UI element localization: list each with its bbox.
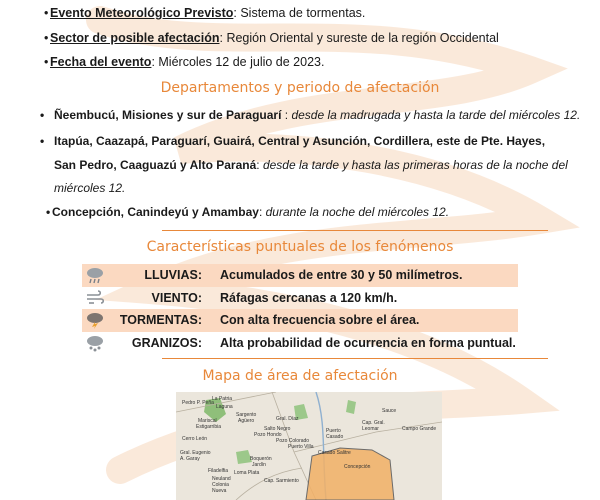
map-place-label: Puerto (326, 428, 341, 434)
dept-item-3: • Concepción, Canindeyú y Amambay: durante la noche del miércoles 12. (46, 205, 450, 219)
phenomenon-row-storm (82, 309, 518, 332)
date-label: Fecha del evento (50, 55, 152, 69)
map-place-label: Neuland (212, 476, 231, 482)
section-divider (162, 358, 548, 359)
map-place-label: Casado Salitre (318, 450, 351, 456)
date-row: • Fecha del evento: Miércoles 12 de julio de 2023. (44, 55, 325, 69)
dept-regions-line1: Itapúa, Caazapá, Paraguarí, Guairá, Central y Asunción, Cordillera, este de Pte. Hayes, (54, 134, 546, 148)
phenomenon-desc: Con alta frecuencia sobre el área. (220, 313, 420, 328)
map-place-label: Laguna (216, 404, 233, 410)
dept-regions: Concepción, Canindeyú y Amambay (52, 205, 259, 219)
map-place-label: Pedro P. Peña (182, 400, 214, 406)
map-place-label: Mariscal (198, 418, 217, 424)
date-value: Miércoles 12 de julio de 2023. (158, 55, 325, 69)
storm-cloud-icon (82, 311, 108, 329)
map-place-label: Casado (326, 434, 344, 440)
phenomena-title: Características puntuales de los fenómenos (146, 239, 454, 255)
dept-item-2-cont: San Pedro, Caaguazú y Alto Paraná: desde la tarde y hasta las primeras horas de la noche del (54, 158, 568, 172)
map-place-label: Salto Negro (264, 426, 291, 432)
phenomenon-desc: Ráfagas cercanas a 120 km/h. (220, 290, 398, 305)
map-place-label: Cap. Gral. (362, 420, 385, 426)
hail-cloud-icon (82, 334, 108, 352)
phenomenon-name: GRANIZOS: (131, 335, 202, 350)
sector-label: Sector de posible afectación (50, 31, 220, 45)
map-place-label: Boquerón (250, 456, 272, 462)
map-place-label: Cap. Sarmiento (264, 478, 299, 484)
dept-item-1: • Ñeembucú, Misiones y sur de Paraguarí : desde la madrugada y hasta la tarde del miércoles 12. (40, 108, 581, 122)
phenomena-table (82, 264, 518, 354)
phenomenon-row-hail (82, 332, 518, 355)
sector-row: • Sector de posible afectación: Región Oriental y sureste de la región Occidental (44, 31, 499, 45)
bullet-icon: • (40, 134, 45, 148)
dept-regions-line2: San Pedro, Caaguazú y Alto Paraná (54, 158, 257, 172)
dept-period-line2: miércoles 12. (54, 181, 126, 195)
dept-item-2 (40, 134, 545, 148)
map-place-label: Sargento (236, 412, 257, 418)
map-place-label: Gral. Eugenio (180, 450, 211, 456)
section-divider (162, 230, 548, 231)
map-place-label: Estigarribia (196, 424, 222, 430)
phenomenon-row-wind (82, 287, 518, 310)
map-place-label: Agüero (238, 418, 255, 424)
phenomenon-row-rain (82, 264, 518, 287)
rain-cloud-icon (82, 266, 108, 284)
map-place-label: La Patria (212, 396, 233, 402)
bullet-icon: • (46, 205, 51, 219)
map-place-label: Pozo Hondo (254, 432, 282, 438)
map-place-label: Pozo Colorado (276, 438, 310, 444)
sector-value: Región Oriental y sureste de la región Occidental (226, 31, 499, 45)
wind-icon (82, 289, 108, 307)
map-place-label: Sauce (382, 408, 397, 414)
bullet-icon: • (44, 55, 49, 69)
map-place-label: Filadelfia (208, 468, 229, 474)
affected-area-map (176, 392, 442, 500)
map-place-label: Gral. Díaz (276, 416, 299, 422)
dept-regions: Ñeembucú, Misiones y sur de Paraguarí (54, 108, 282, 122)
bullet-icon: • (44, 6, 49, 20)
map-place-label: Leomar (362, 426, 379, 432)
map-place-label: Puerto Villa (288, 444, 314, 450)
event-row: • Evento Meteorológico Previsto: Sistema de tormentas. (44, 6, 366, 20)
map-place-label: Colonia (212, 482, 229, 488)
map-place-label: Concepción (344, 464, 371, 470)
map-place-label: A. Garay (180, 456, 200, 462)
event-label: Evento Meteorológico Previsto (50, 6, 234, 20)
map-place-label: Jardín (252, 462, 266, 468)
event-value: Sistema de tormentas. (240, 6, 366, 20)
phenomenon-name: TORMENTAS: (119, 313, 202, 328)
dept-period: durante la noche del miércoles 12. (265, 205, 450, 219)
map-place-label: Campo Grande (402, 426, 437, 432)
bullet-icon: • (40, 108, 45, 122)
bullet-icon: • (44, 31, 49, 45)
phenomenon-name: LLUVIAS: (144, 268, 202, 283)
phenomenon-desc: Alta probabilidad de ocurrencia en forma puntual. (220, 335, 516, 350)
dept-period-line1: desde la tarde y hasta las primeras horas de la noche del (262, 158, 568, 172)
map-place-label: Cerro León (182, 436, 208, 442)
dept-period: desde la madrugada y hasta la tarde del miércoles 12. (291, 108, 581, 122)
map-place-label: Nueva (212, 488, 227, 494)
map-place-label: Loma Plata (234, 470, 260, 476)
phenomenon-desc: Acumulados de entre 30 y 50 milímetros. (220, 268, 463, 283)
departments-title: Departamentos y periodo de afectación (160, 80, 440, 96)
phenomenon-name: VIENTO: (151, 290, 202, 305)
dept-item-2-end (54, 181, 125, 195)
map-title: Mapa de área de afectación (202, 368, 398, 384)
